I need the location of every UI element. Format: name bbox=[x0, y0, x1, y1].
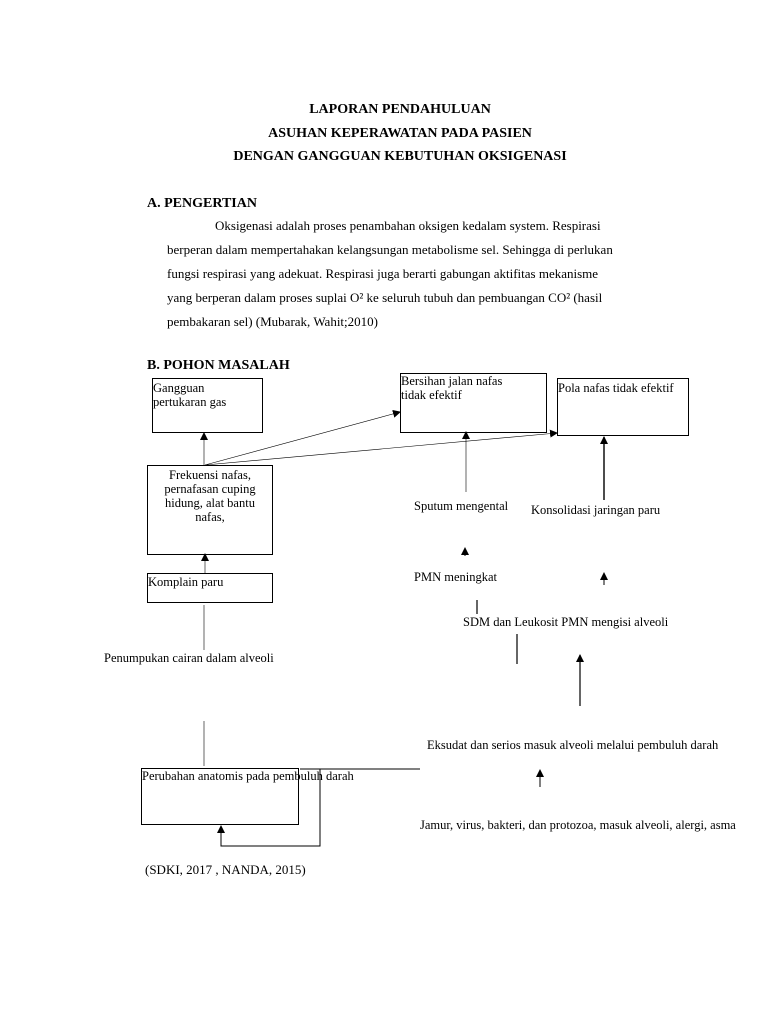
paragraph-line-2: berperan dalam mempertahakan kelangsungan metabolisme sel. Sehingga di perlukan bbox=[167, 242, 613, 257]
box-pola-nafas bbox=[557, 378, 689, 436]
jamur-virus-label: Jamur, virus, bakteri, dan protozoa, masuk alveoli, alergi, asma bbox=[420, 818, 736, 832]
box-gangguan-pertukaran-gas bbox=[152, 378, 263, 433]
pola-nafas-label: Pola nafas tidak efektif bbox=[558, 381, 674, 395]
citation: (SDKI, 2017 , NANDA, 2015) bbox=[145, 862, 306, 877]
frekuensi-nafas-label: Frekuensi nafas, pernafasan cuping hidung, alat bantu nafas, bbox=[164, 468, 256, 524]
title-line-3: DENGAN GANGGUAN KEBUTUHAN OKSIGENASI bbox=[233, 149, 567, 164]
title-line-2: ASUHAN KEPERAWATAN PADA PASIEN bbox=[268, 126, 532, 141]
box-frekuensi-nafas bbox=[147, 465, 273, 555]
box-bersihan-jalan-nafas bbox=[400, 373, 547, 433]
sdm-leukosit-label: SDM dan Leukosit PMN mengisi alveoli bbox=[463, 615, 669, 629]
bersihan-jalan-nafas-label: Bersihan jalan nafas tidak efektif bbox=[401, 374, 503, 402]
penumpukan-cairan-label: Penumpukan cairan dalam alveoli bbox=[104, 651, 274, 665]
section-b-heading: B. POHON MASALAH bbox=[147, 358, 290, 373]
komplain-paru-label: Komplain paru bbox=[148, 575, 224, 589]
paragraph-line-1: Oksigenasi adalah proses penambahan oksigen kedalam system. Respirasi bbox=[215, 218, 601, 233]
paragraph-line-5: pembakaran sel) (Mubarak, Wahit;2010) bbox=[167, 314, 378, 329]
gangguan-pertukaran-gas-label: Gangguan pertukaran gas bbox=[153, 381, 227, 409]
pmn-meningkat-label: PMN meningkat bbox=[414, 570, 497, 584]
paragraph-line-4: yang berperan dalam proses suplai O² ke seluruh tubuh dan pembuangan CO² (hasil bbox=[167, 290, 603, 305]
box-komplain-paru bbox=[147, 573, 273, 603]
eksudat-label: Eksudat dan serios masuk alveoli melalui pembuluh darah bbox=[427, 738, 719, 752]
section-a-heading: A. PENGERTIAN bbox=[147, 196, 257, 211]
perubahan-anatomis-label: Perubahan anatomis pada pembuluh darah bbox=[142, 769, 354, 783]
sputum-label: Sputum mengental bbox=[414, 499, 509, 513]
title-line-1: LAPORAN PENDAHULUAN bbox=[309, 102, 491, 117]
konsolidasi-label: Konsolidasi jaringan paru bbox=[531, 503, 661, 517]
box-perubahan-anatomis bbox=[141, 768, 354, 825]
paragraph-line-3: fungsi respirasi yang adekuat. Respirasi juga berarti gabungan aktifitas mekanisme bbox=[167, 266, 599, 281]
